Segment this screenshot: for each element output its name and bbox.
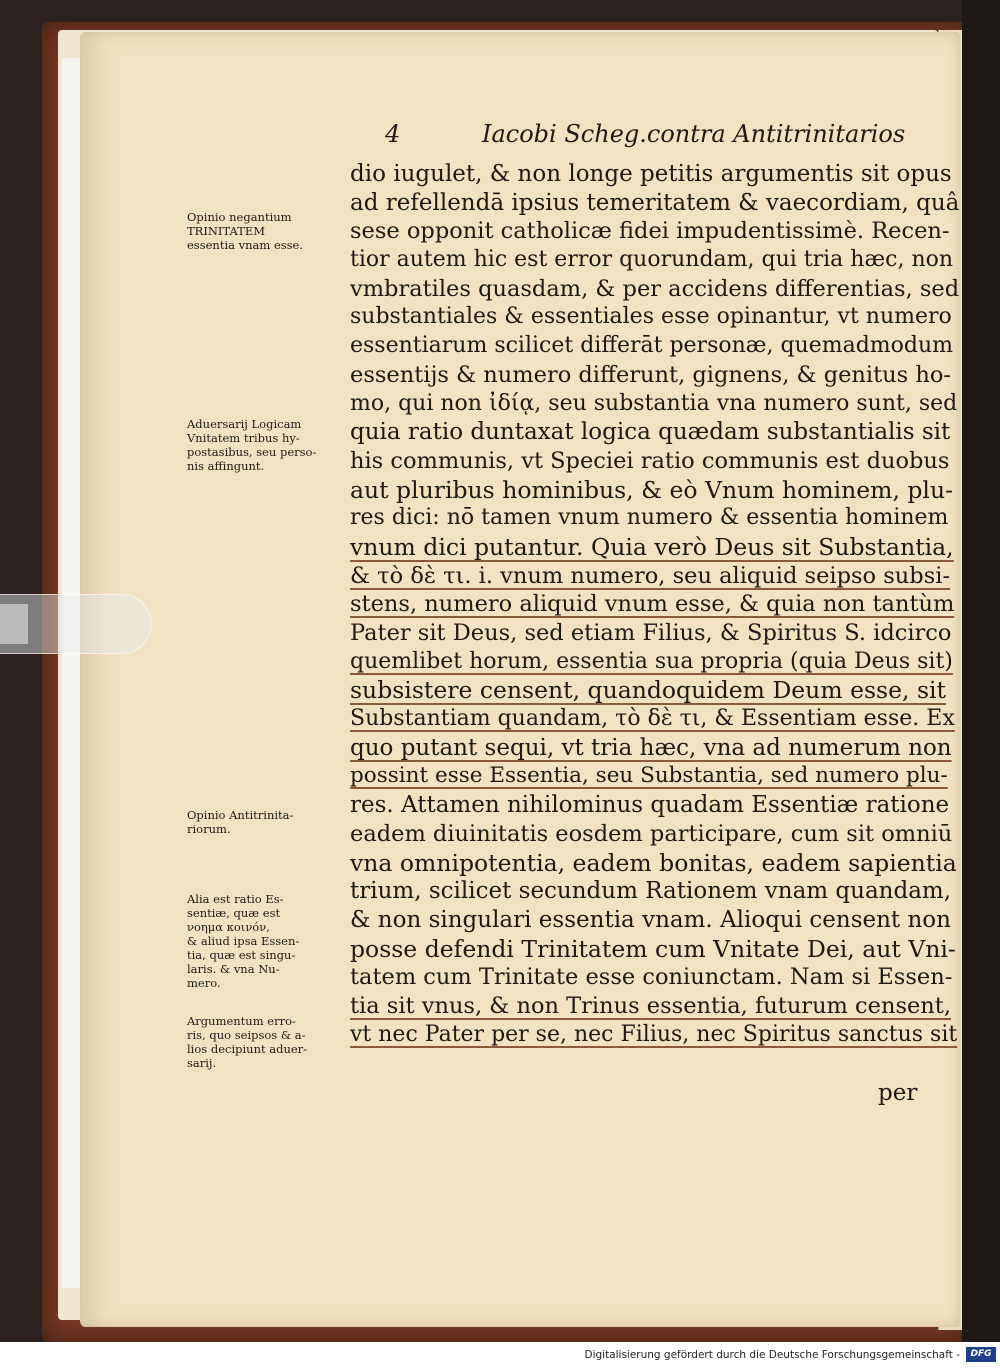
margin-note bbox=[187, 1014, 352, 1070]
footer-bar bbox=[0, 1342, 1000, 1369]
margin-note-line: TRINITATEM bbox=[187, 224, 266, 238]
body-line: vna omnipotentia, eadem bonitas, eadem sapientia bbox=[350, 848, 957, 877]
margin-note-line: laris. & vna Nu- bbox=[187, 962, 280, 976]
margin-note bbox=[187, 808, 352, 836]
body-line: possint esse Essentia, seu Substantia, sed numero plu- bbox=[350, 763, 948, 789]
margin-note-line: essentia vnam esse. bbox=[187, 238, 304, 252]
body-line: mo, qui non ἰδίᾳ, seu substantia vna numero sunt, sed bbox=[350, 390, 958, 416]
body-line: vmbratiles quasdam, & per accidens differentias, sed bbox=[350, 275, 960, 302]
catchword: per bbox=[878, 1080, 918, 1106]
body-line: Substantiam quandam, τὸ δὲ τι, & Essentiam esse. Ex bbox=[350, 706, 955, 732]
body-line: res. Attamen nihilominus quadam Essentiæ ratione bbox=[350, 792, 950, 819]
body-line: aut pluribus hominibus, & eò Vnum hominem, plu- bbox=[350, 475, 954, 504]
body-line: vt nec Pater per se, nec Filius, nec Spiritus sanctus sit bbox=[350, 1021, 958, 1047]
body-line: stens, numero aliquid vnum esse, & quia non tantùm bbox=[350, 591, 955, 618]
margin-note-line: Vnitatem tribus hy- bbox=[187, 431, 300, 445]
margin-note-line: ris, quo seipsos & a- bbox=[187, 1028, 306, 1042]
body-line: tior autem hic est error quorundam, qui tria hæc, non bbox=[350, 247, 954, 273]
body-line: subsistere censent, quandoquidem Deum esse, sit bbox=[350, 676, 946, 705]
margin-note-line: riorum. bbox=[187, 822, 231, 836]
glass-clamp-tip bbox=[0, 604, 28, 644]
body-line: dio iugulet, & non longe petitis argumentis sit opus bbox=[350, 161, 952, 187]
body-line: Pater sit Deus, sed etiam Filius, & Spiritus S. idcirco bbox=[350, 620, 952, 646]
body-line: essentijs & numero differunt, gignens, & genitus ho- bbox=[350, 361, 951, 388]
body-line: vnum dici putantur. Quia verò Deus sit Substantia, bbox=[350, 532, 954, 561]
footer-credit: Digitalisierung gefördert durch die Deutsche Forschungsgemeinschaft - bbox=[584, 1349, 960, 1361]
body-line: quia ratio duntaxat logica quædam substantialis sit bbox=[350, 419, 951, 446]
body-line: res dici: nō tamen vnum numero & essentia hominem bbox=[350, 505, 949, 531]
body-line: tia sit vnus, & non Trinus essentia, futurum censent, bbox=[350, 992, 951, 1019]
margin-note-line: Alia est ratio Es- bbox=[187, 892, 284, 906]
margin-note-line: nis affingunt. bbox=[187, 459, 265, 473]
body-line: tatem cum Trinitate esse coniunctam. Nam si Essen- bbox=[350, 964, 953, 991]
body-line: trium, scilicet secundum Rationem vnam quandam, bbox=[350, 878, 952, 905]
dfg-logo: DFG bbox=[966, 1347, 996, 1362]
margin-note bbox=[187, 892, 352, 990]
body-line: ad refellendā ipsius temeritatem & vaecordiam, quâ bbox=[350, 189, 960, 216]
margin-note-line: lios decipiunt aduer- bbox=[187, 1042, 308, 1056]
margin-note-line: tia, quæ est singu- bbox=[187, 948, 296, 962]
page-number: 4 bbox=[385, 120, 401, 148]
paper-strip bbox=[62, 58, 82, 1288]
margin-note-line: sentiæ, quæ est bbox=[187, 906, 281, 920]
margin-note-line: Opinio negantium bbox=[187, 210, 292, 224]
body-line: substantiales & essentiales esse opinantur, vt numero bbox=[350, 304, 952, 330]
scan-background bbox=[962, 0, 1000, 1342]
body-line: & non singulari essentia vnam. Alioqui censent non bbox=[350, 906, 951, 933]
body-line: quemlibet horum, essentia sua propria (quia Deus sit) bbox=[350, 648, 953, 674]
margin-note-line: sarij. bbox=[187, 1056, 217, 1070]
body-line: his communis, vt Speciei ratio communis est duobus bbox=[350, 447, 950, 474]
margin-note-line: Argumentum erro- bbox=[187, 1014, 296, 1028]
body-line: posse defendi Trinitatem cum Vnitate Dei, aut Vni- bbox=[350, 934, 956, 963]
body-line: quo putant sequi, vt tria hæc, vna ad numerum non bbox=[350, 734, 952, 761]
margin-note-line: postasibus, seu perso- bbox=[187, 445, 317, 459]
margin-note bbox=[187, 417, 352, 473]
margin-note-line: Aduersarij Logicam bbox=[187, 417, 302, 431]
running-title: Iacobi Scheg.contra Antitrinitarios bbox=[482, 120, 906, 148]
body-line: sese opponit catholicæ fidei impudentissimè. Recen- bbox=[350, 218, 950, 245]
margin-note-line: mero. bbox=[187, 976, 221, 990]
margin-note bbox=[187, 210, 352, 252]
body-line: & τὸ δὲ τι. i. vnum numero, seu aliquid seipso subsi- bbox=[350, 562, 951, 589]
margin-note-line: Opinio Antitrinita- bbox=[187, 808, 294, 822]
body-text bbox=[350, 160, 960, 1049]
body-line: eadem diuinitatis eosdem participare, cum sit omniū bbox=[350, 820, 953, 847]
body-line: essentiarum scilicet differāt personæ, quemadmodum bbox=[350, 333, 953, 359]
margin-note-line: & aliud ipsa Essen- bbox=[187, 934, 300, 948]
margin-note-line: νοημα κοινόν, bbox=[187, 920, 270, 934]
